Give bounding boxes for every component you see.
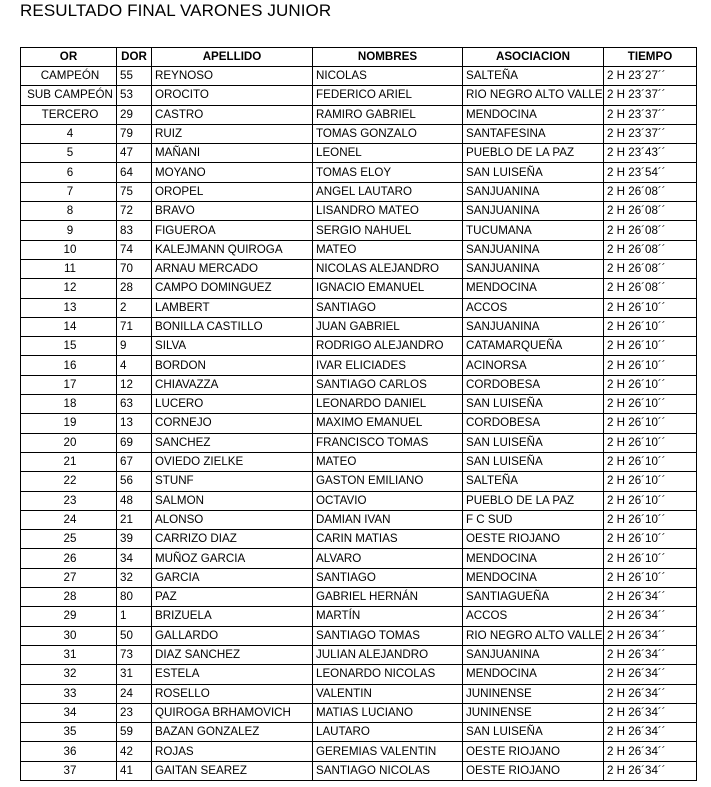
cell-or: 4 xyxy=(21,124,117,143)
cell-nombres: LEONEL xyxy=(313,144,463,163)
cell-asociacion: MENDOCINA xyxy=(463,279,604,298)
cell-or: 19 xyxy=(21,414,117,433)
table-row xyxy=(21,452,697,471)
cell-or: 7 xyxy=(21,182,117,201)
table-row xyxy=(21,356,697,375)
cell-dor: 71 xyxy=(117,317,152,336)
cell-or: 27 xyxy=(21,568,117,587)
cell-tiempo: 2 H 26´10´´ xyxy=(604,317,697,336)
cell-nombres: ANGEL LAUTARO xyxy=(313,182,463,201)
cell-tiempo: 2 H 26´10´´ xyxy=(604,414,697,433)
cell-apellido: DIAZ SANCHEZ xyxy=(152,645,313,664)
table-row xyxy=(21,723,697,742)
cell-dor: 34 xyxy=(117,549,152,568)
cell-apellido: PAZ xyxy=(152,588,313,607)
cell-dor: 73 xyxy=(117,645,152,664)
cell-asociacion: JUNINENSE xyxy=(463,684,604,703)
table-row xyxy=(21,491,697,510)
cell-tiempo: 2 H 26´08´´ xyxy=(604,221,697,240)
cell-asociacion: SAN LUISEÑA xyxy=(463,163,604,182)
cell-dor: 4 xyxy=(117,356,152,375)
cell-nombres: NICOLAS ALEJANDRO xyxy=(313,259,463,278)
cell-apellido: LUCERO xyxy=(152,395,313,414)
cell-nombres: OCTAVIO xyxy=(313,491,463,510)
cell-apellido: CAMPO DOMINGUEZ xyxy=(152,279,313,298)
cell-asociacion: SALTEÑA xyxy=(463,67,604,86)
cell-tiempo: 2 H 26´34´´ xyxy=(604,645,697,664)
table-row xyxy=(21,144,697,163)
cell-apellido: BORDON xyxy=(152,356,313,375)
cell-apellido: CASTRO xyxy=(152,105,313,124)
cell-or: 26 xyxy=(21,549,117,568)
cell-dor: 53 xyxy=(117,86,152,105)
cell-dor: 32 xyxy=(117,568,152,587)
cell-asociacion: OESTE RIOJANO xyxy=(463,742,604,761)
cell-or: 14 xyxy=(21,317,117,336)
cell-tiempo: 2 H 26´10´´ xyxy=(604,510,697,529)
table-row xyxy=(21,337,697,356)
cell-dor: 24 xyxy=(117,684,152,703)
cell-tiempo: 2 H 26´10´´ xyxy=(604,298,697,317)
cell-apellido: OROCITO xyxy=(152,86,313,105)
cell-asociacion: SANJUANINA xyxy=(463,259,604,278)
cell-dor: 50 xyxy=(117,626,152,645)
cell-dor: 47 xyxy=(117,144,152,163)
table-row xyxy=(21,182,697,201)
cell-nombres: SANTIAGO NICOLAS xyxy=(313,761,463,780)
cell-nombres: LAUTARO xyxy=(313,723,463,742)
cell-nombres: TOMAS ELOY xyxy=(313,163,463,182)
cell-apellido: BRIZUELA xyxy=(152,607,313,626)
cell-asociacion: SAN LUISEÑA xyxy=(463,433,604,452)
cell-or: 33 xyxy=(21,684,117,703)
cell-nombres: MARTÍN xyxy=(313,607,463,626)
cell-nombres: IGNACIO EMANUEL xyxy=(313,279,463,298)
cell-nombres: LEONARDO NICOLAS xyxy=(313,665,463,684)
cell-apellido: OVIEDO ZIELKE xyxy=(152,452,313,471)
cell-or: 22 xyxy=(21,472,117,491)
cell-or: CAMPEÓN xyxy=(21,67,117,86)
cell-apellido: LAMBERT xyxy=(152,298,313,317)
cell-tiempo: 2 H 26´34´´ xyxy=(604,703,697,722)
results-table xyxy=(20,47,697,781)
page-title: RESULTADO FINAL VARONES JUNIOR xyxy=(20,1,332,20)
cell-nombres: GEREMIAS VALENTIN xyxy=(313,742,463,761)
cell-dor: 23 xyxy=(117,703,152,722)
cell-or: 13 xyxy=(21,298,117,317)
cell-or: 36 xyxy=(21,742,117,761)
header-asociacion: ASOCIACION xyxy=(463,48,604,67)
cell-tiempo: 2 H 26´34´´ xyxy=(604,742,697,761)
table-row xyxy=(21,105,697,124)
cell-nombres: VALENTIN xyxy=(313,684,463,703)
cell-nombres: TOMAS GONZALO xyxy=(313,124,463,143)
cell-nombres: LISANDRO MATEO xyxy=(313,202,463,221)
cell-tiempo: 2 H 26´34´´ xyxy=(604,665,697,684)
cell-or: 28 xyxy=(21,588,117,607)
cell-dor: 42 xyxy=(117,742,152,761)
cell-apellido: SALMON xyxy=(152,491,313,510)
cell-or: 18 xyxy=(21,395,117,414)
cell-asociacion: MENDOCINA xyxy=(463,665,604,684)
cell-tiempo: 2 H 26´34´´ xyxy=(604,761,697,780)
cell-or: 10 xyxy=(21,240,117,259)
table-row xyxy=(21,645,697,664)
cell-asociacion: ACCOS xyxy=(463,607,604,626)
cell-nombres: FRANCISCO TOMAS xyxy=(313,433,463,452)
cell-apellido: ARNAU MERCADO xyxy=(152,259,313,278)
cell-nombres: MATIAS LUCIANO xyxy=(313,703,463,722)
cell-tiempo: 2 H 23´27´´ xyxy=(604,67,697,86)
table-row xyxy=(21,124,697,143)
cell-apellido: REYNOSO xyxy=(152,67,313,86)
cell-apellido: SANCHEZ xyxy=(152,433,313,452)
cell-apellido: MUÑOZ GARCIA xyxy=(152,549,313,568)
cell-nombres: SANTIAGO xyxy=(313,298,463,317)
cell-or: 34 xyxy=(21,703,117,722)
cell-apellido: CARRIZO DIAZ xyxy=(152,530,313,549)
cell-apellido: BRAVO xyxy=(152,202,313,221)
cell-asociacion: RIO NEGRO ALTO VALLE xyxy=(463,86,604,105)
cell-asociacion: OESTE RIOJANO xyxy=(463,761,604,780)
cell-asociacion: OESTE RIOJANO xyxy=(463,530,604,549)
table-row xyxy=(21,626,697,645)
cell-apellido: ESTELA xyxy=(152,665,313,684)
cell-asociacion: TUCUMANA xyxy=(463,221,604,240)
cell-nombres: ALVARO xyxy=(313,549,463,568)
cell-asociacion: SALTEÑA xyxy=(463,472,604,491)
cell-asociacion: SANJUANINA xyxy=(463,645,604,664)
cell-nombres: SANTIAGO xyxy=(313,568,463,587)
table-row xyxy=(21,472,697,491)
table-row xyxy=(21,607,697,626)
cell-or: 30 xyxy=(21,626,117,645)
table-row xyxy=(21,588,697,607)
cell-dor: 59 xyxy=(117,723,152,742)
cell-tiempo: 2 H 26´10´´ xyxy=(604,433,697,452)
cell-dor: 1 xyxy=(117,607,152,626)
cell-nombres: NICOLAS xyxy=(313,67,463,86)
cell-asociacion: MENDOCINA xyxy=(463,549,604,568)
cell-dor: 55 xyxy=(117,67,152,86)
cell-asociacion: PUEBLO DE LA PAZ xyxy=(463,491,604,510)
cell-dor: 79 xyxy=(117,124,152,143)
cell-nombres: RODRIGO ALEJANDRO xyxy=(313,337,463,356)
cell-asociacion: PUEBLO DE LA PAZ xyxy=(463,144,604,163)
cell-or: 31 xyxy=(21,645,117,664)
cell-nombres: CARIN MATIAS xyxy=(313,530,463,549)
cell-or: 37 xyxy=(21,761,117,780)
cell-or: 11 xyxy=(21,259,117,278)
cell-dor: 69 xyxy=(117,433,152,452)
table-row xyxy=(21,67,697,86)
cell-dor: 21 xyxy=(117,510,152,529)
cell-asociacion: ACCOS xyxy=(463,298,604,317)
cell-or: 17 xyxy=(21,375,117,394)
cell-or: SUB CAMPEÓN xyxy=(21,86,117,105)
cell-tiempo: 2 H 26´08´´ xyxy=(604,202,697,221)
cell-asociacion: RIO NEGRO ALTO VALLE xyxy=(463,626,604,645)
cell-or: 8 xyxy=(21,202,117,221)
cell-apellido: GAITAN SEAREZ xyxy=(152,761,313,780)
cell-or: 16 xyxy=(21,356,117,375)
cell-tiempo: 2 H 23´37´´ xyxy=(604,124,697,143)
cell-or: 20 xyxy=(21,433,117,452)
cell-apellido: KALEJMANN QUIROGA xyxy=(152,240,313,259)
header-apellido: APELLIDO xyxy=(152,48,313,67)
table-row xyxy=(21,240,697,259)
table-row xyxy=(21,761,697,780)
cell-tiempo: 2 H 26´10´´ xyxy=(604,395,697,414)
cell-or: 21 xyxy=(21,452,117,471)
cell-apellido: BONILLA CASTILLO xyxy=(152,317,313,336)
table-row xyxy=(21,568,697,587)
cell-nombres: GABRIEL HERNÁN xyxy=(313,588,463,607)
cell-nombres: SANTIAGO TOMAS xyxy=(313,626,463,645)
table-row xyxy=(21,163,697,182)
table-row xyxy=(21,684,697,703)
cell-or: 25 xyxy=(21,530,117,549)
cell-asociacion: SAN LUISEÑA xyxy=(463,452,604,471)
cell-tiempo: 2 H 23´37´´ xyxy=(604,105,697,124)
cell-asociacion: JUNINENSE xyxy=(463,703,604,722)
cell-or: 5 xyxy=(21,144,117,163)
cell-asociacion: SANJUANINA xyxy=(463,202,604,221)
cell-asociacion: MENDOCINA xyxy=(463,568,604,587)
table-row xyxy=(21,298,697,317)
table-row xyxy=(21,665,697,684)
cell-nombres: JULIAN ALEJANDRO xyxy=(313,645,463,664)
cell-tiempo: 2 H 26´34´´ xyxy=(604,723,697,742)
cell-nombres: MAXIMO EMANUEL xyxy=(313,414,463,433)
header-nombres: NOMBRES xyxy=(313,48,463,67)
table-row xyxy=(21,86,697,105)
cell-dor: 39 xyxy=(117,530,152,549)
cell-tiempo: 2 H 23´54´´ xyxy=(604,163,697,182)
cell-nombres: SANTIAGO CARLOS xyxy=(313,375,463,394)
cell-apellido: SILVA xyxy=(152,337,313,356)
table-row xyxy=(21,317,697,336)
cell-or: 15 xyxy=(21,337,117,356)
cell-tiempo: 2 H 26´08´´ xyxy=(604,182,697,201)
cell-tiempo: 2 H 26´08´´ xyxy=(604,259,697,278)
cell-nombres: IVAR ELICIADES xyxy=(313,356,463,375)
cell-apellido: RUIZ xyxy=(152,124,313,143)
cell-nombres: MATEO xyxy=(313,240,463,259)
header-row xyxy=(21,48,697,67)
cell-or: 12 xyxy=(21,279,117,298)
cell-or: 9 xyxy=(21,221,117,240)
cell-apellido: OROPEL xyxy=(152,182,313,201)
cell-or: TERCERO xyxy=(21,105,117,124)
table-row xyxy=(21,375,697,394)
header-tiempo: TIEMPO xyxy=(604,48,697,67)
cell-tiempo: 2 H 26´34´´ xyxy=(604,607,697,626)
cell-apellido: ALONSO xyxy=(152,510,313,529)
cell-nombres: FEDERICO ARIEL xyxy=(313,86,463,105)
table-row xyxy=(21,414,697,433)
cell-or: 6 xyxy=(21,163,117,182)
cell-asociacion: CORDOBESA xyxy=(463,414,604,433)
cell-or: 32 xyxy=(21,665,117,684)
cell-dor: 29 xyxy=(117,105,152,124)
cell-asociacion: ACINORSA xyxy=(463,356,604,375)
cell-tiempo: 2 H 26´08´´ xyxy=(604,279,697,298)
table-row xyxy=(21,549,697,568)
cell-dor: 80 xyxy=(117,588,152,607)
cell-tiempo: 2 H 26´10´´ xyxy=(604,549,697,568)
cell-apellido: QUIROGA BRHAMOVICH xyxy=(152,703,313,722)
table-row xyxy=(21,202,697,221)
table-row xyxy=(21,433,697,452)
cell-dor: 75 xyxy=(117,182,152,201)
cell-tiempo: 2 H 26´10´´ xyxy=(604,375,697,394)
cell-nombres: SERGIO NAHUEL xyxy=(313,221,463,240)
results-body xyxy=(21,67,697,781)
cell-tiempo: 2 H 23´43´´ xyxy=(604,144,697,163)
cell-asociacion: SANJUANINA xyxy=(463,182,604,201)
cell-tiempo: 2 H 26´10´´ xyxy=(604,568,697,587)
cell-apellido: STUNF xyxy=(152,472,313,491)
cell-nombres: JUAN GABRIEL xyxy=(313,317,463,336)
cell-tiempo: 2 H 26´34´´ xyxy=(604,684,697,703)
cell-apellido: FIGUEROA xyxy=(152,221,313,240)
cell-apellido: CORNEJO xyxy=(152,414,313,433)
cell-apellido: GARCIA xyxy=(152,568,313,587)
table-row xyxy=(21,259,697,278)
cell-asociacion: MENDOCINA xyxy=(463,105,604,124)
cell-dor: 72 xyxy=(117,202,152,221)
cell-tiempo: 2 H 26´10´´ xyxy=(604,491,697,510)
cell-apellido: MAÑANI xyxy=(152,144,313,163)
cell-apellido: ROSELLO xyxy=(152,684,313,703)
cell-dor: 70 xyxy=(117,259,152,278)
header-dor: DOR xyxy=(117,48,152,67)
header-or: OR xyxy=(21,48,117,67)
cell-apellido: CHIAVAZZA xyxy=(152,375,313,394)
cell-asociacion: F C SUD xyxy=(463,510,604,529)
table-row xyxy=(21,703,697,722)
cell-dor: 28 xyxy=(117,279,152,298)
cell-tiempo: 2 H 23´37´´ xyxy=(604,86,697,105)
cell-dor: 64 xyxy=(117,163,152,182)
cell-dor: 67 xyxy=(117,452,152,471)
cell-dor: 12 xyxy=(117,375,152,394)
cell-dor: 13 xyxy=(117,414,152,433)
table-row xyxy=(21,530,697,549)
cell-tiempo: 2 H 26´10´´ xyxy=(604,356,697,375)
cell-dor: 31 xyxy=(117,665,152,684)
cell-or: 35 xyxy=(21,723,117,742)
table-row xyxy=(21,742,697,761)
cell-or: 29 xyxy=(21,607,117,626)
cell-tiempo: 2 H 26´08´´ xyxy=(604,240,697,259)
cell-asociacion: CORDOBESA xyxy=(463,375,604,394)
cell-tiempo: 2 H 26´10´´ xyxy=(604,530,697,549)
cell-tiempo: 2 H 26´10´´ xyxy=(604,337,697,356)
cell-or: 23 xyxy=(21,491,117,510)
cell-tiempo: 2 H 26´34´´ xyxy=(604,588,697,607)
cell-nombres: MATEO xyxy=(313,452,463,471)
cell-apellido: ROJAS xyxy=(152,742,313,761)
table-row xyxy=(21,279,697,298)
cell-tiempo: 2 H 26´10´´ xyxy=(604,472,697,491)
cell-asociacion: SANJUANINA xyxy=(463,317,604,336)
cell-tiempo: 2 H 26´10´´ xyxy=(604,452,697,471)
cell-asociacion: SANTAFESINA xyxy=(463,124,604,143)
cell-dor: 2 xyxy=(117,298,152,317)
cell-apellido: BAZAN GONZALEZ xyxy=(152,723,313,742)
table-row xyxy=(21,510,697,529)
cell-nombres: LEONARDO DANIEL xyxy=(313,395,463,414)
cell-dor: 74 xyxy=(117,240,152,259)
cell-apellido: MOYANO xyxy=(152,163,313,182)
cell-dor: 56 xyxy=(117,472,152,491)
cell-dor: 41 xyxy=(117,761,152,780)
cell-nombres: DAMIAN IVAN xyxy=(313,510,463,529)
cell-dor: 83 xyxy=(117,221,152,240)
cell-nombres: GASTON EMILIANO xyxy=(313,472,463,491)
cell-tiempo: 2 H 26´34´´ xyxy=(604,626,697,645)
table-row xyxy=(21,221,697,240)
cell-dor: 63 xyxy=(117,395,152,414)
cell-asociacion: SANJUANINA xyxy=(463,240,604,259)
cell-apellido: GALLARDO xyxy=(152,626,313,645)
cell-dor: 9 xyxy=(117,337,152,356)
cell-asociacion: SAN LUISEÑA xyxy=(463,395,604,414)
cell-asociacion: SAN LUISEÑA xyxy=(463,723,604,742)
table-row xyxy=(21,395,697,414)
cell-nombres: RAMIRO GABRIEL xyxy=(313,105,463,124)
cell-asociacion: CATAMARQUEÑA xyxy=(463,337,604,356)
cell-dor: 48 xyxy=(117,491,152,510)
cell-asociacion: SANTIAGUEÑA xyxy=(463,588,604,607)
cell-or: 24 xyxy=(21,510,117,529)
